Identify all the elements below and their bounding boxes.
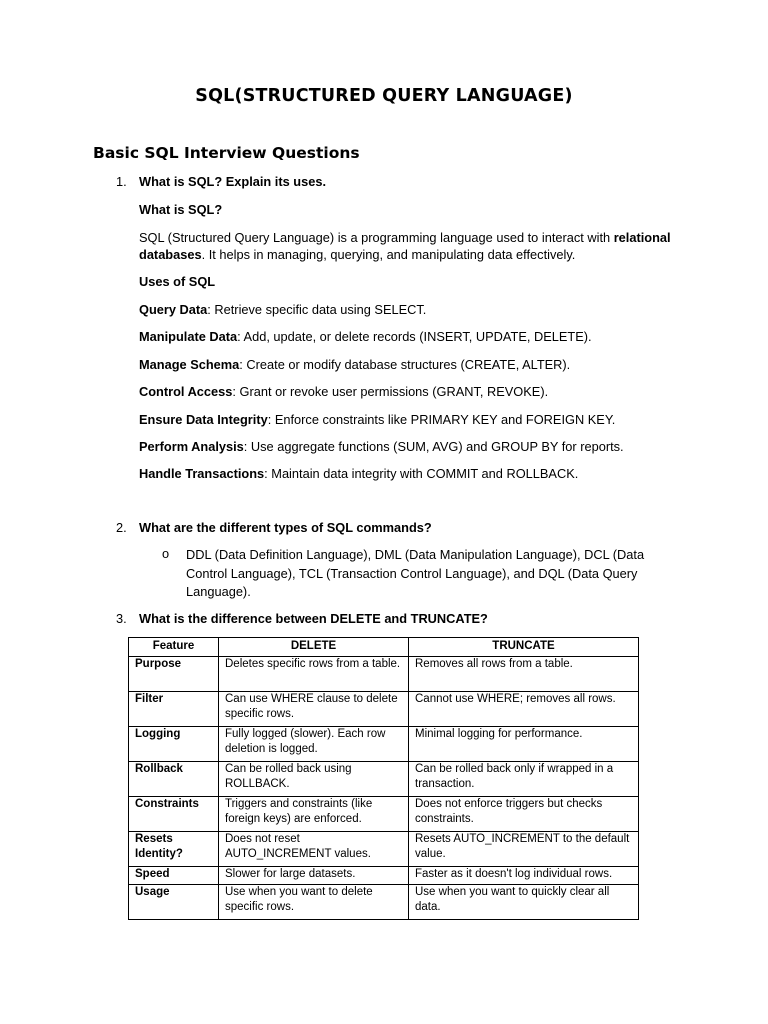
feature-cell: Rollback xyxy=(129,762,219,797)
document-title: SQL(STRUCTURED QUERY LANGUAGE) xyxy=(195,86,573,106)
delete-cell: Use when you want to delete specific rows. xyxy=(219,885,409,920)
table-row xyxy=(129,657,639,692)
use-label: Perform Analysis xyxy=(139,439,244,454)
delete-cell: Does not reset AUTO_INCREMENT values. xyxy=(219,832,409,867)
table-row xyxy=(129,885,639,920)
truncate-cell: Resets AUTO_INCREMENT to the default value. xyxy=(409,832,639,867)
use-label: Handle Transactions xyxy=(139,466,265,481)
use-label: Control Access xyxy=(139,384,233,399)
use-item xyxy=(139,411,679,428)
use-text: : Maintain data integrity with COMMIT and ROLLBACK. xyxy=(264,466,579,481)
question-1-text: What is SQL? Explain its uses. xyxy=(139,174,327,189)
feature-cell: Speed xyxy=(129,867,219,885)
use-label: Ensure Data Integrity xyxy=(139,412,268,427)
truncate-cell: Cannot use WHERE; removes all rows. xyxy=(409,692,639,727)
table-row xyxy=(129,692,639,727)
use-item xyxy=(139,465,679,482)
delete-cell: Deletes specific rows from a table. xyxy=(219,657,409,692)
delete-cell: Slower for large datasets. xyxy=(219,867,409,885)
command-types-text: DDL (Data Definition Language), DML (Data Manipulation Language), DCL (Data Control Language), TCL (Transaction Control Language), and DQL (Data Query Language). xyxy=(186,547,645,599)
use-label: Manage Schema xyxy=(139,357,240,372)
question-3-number: 3. xyxy=(116,611,127,626)
use-item xyxy=(139,301,679,318)
feature-cell: Logging xyxy=(129,727,219,762)
use-item xyxy=(139,438,679,455)
truncate-cell: Does not enforce triggers but checks constraints. xyxy=(409,797,639,832)
definition-start: SQL (Structured Query Language) is a programming language used to interact with xyxy=(139,230,614,245)
use-text: : Create or modify database structures (CREATE, ALTER). xyxy=(239,357,571,372)
delete-cell: Can be rolled back using ROLLBACK. xyxy=(219,762,409,797)
table-row xyxy=(129,727,639,762)
bullet-marker: o xyxy=(162,546,170,561)
use-item xyxy=(139,328,679,345)
definition-bold: relational databases xyxy=(139,230,671,262)
use-item xyxy=(139,356,679,373)
question-1-number: 1. xyxy=(116,174,127,189)
use-label: Query Data xyxy=(139,302,208,317)
header-delete: DELETE xyxy=(219,638,409,657)
sql-definition xyxy=(139,229,679,263)
truncate-cell: Minimal logging for performance. xyxy=(409,727,639,762)
use-text: : Add, update, or delete records (INSERT, UPDATE, DELETE). xyxy=(237,329,592,344)
truncate-cell: Can be rolled back only if wrapped in a transaction. xyxy=(409,762,639,797)
feature-cell: Resets Identity? xyxy=(129,832,219,867)
use-text: : Retrieve specific data using SELECT. xyxy=(207,302,427,317)
feature-cell: Filter xyxy=(129,692,219,727)
what-is-sql-heading: What is SQL? xyxy=(139,202,223,217)
feature-cell: Usage xyxy=(129,885,219,920)
question-2-text: What are the different types of SQL commands? xyxy=(139,520,432,535)
use-text: : Use aggregate functions (SUM, AVG) and GROUP BY for reports. xyxy=(243,439,624,454)
truncate-cell: Faster as it doesn't log individual rows. xyxy=(409,867,639,885)
use-label: Manipulate Data xyxy=(139,329,238,344)
section-heading: Basic SQL Interview Questions xyxy=(93,144,360,162)
feature-cell: Purpose xyxy=(129,657,219,692)
question-3-text: What is the difference between DELETE and TRUNCATE? xyxy=(139,611,488,626)
question-2-number: 2. xyxy=(116,520,127,535)
header-feature: Feature xyxy=(129,638,219,657)
table-row xyxy=(129,832,639,867)
feature-cell: Constraints xyxy=(129,797,219,832)
header-truncate: TRUNCATE xyxy=(409,638,639,657)
use-item xyxy=(139,383,679,400)
table-row xyxy=(129,762,639,797)
delete-cell: Triggers and constraints (like foreign keys) are enforced. xyxy=(219,797,409,832)
use-text: : Grant or revoke user permissions (GRANT, REVOKE). xyxy=(232,384,549,399)
table-header-row xyxy=(129,638,639,657)
delete-cell: Fully logged (slower). Each row deletion is logged. xyxy=(219,727,409,762)
delete-vs-truncate-table xyxy=(128,637,639,920)
definition-end: . It helps in managing, querying, and manipulating data effectively. xyxy=(201,247,576,262)
table-row xyxy=(129,867,639,885)
use-text: : Enforce constraints like PRIMARY KEY and FOREIGN KEY. xyxy=(267,412,616,427)
truncate-cell: Use when you want to quickly clear all data. xyxy=(409,885,639,920)
truncate-cell: Removes all rows from a table. xyxy=(409,657,639,692)
uses-heading: Uses of SQL xyxy=(139,274,216,289)
delete-cell: Can use WHERE clause to delete specific rows. xyxy=(219,692,409,727)
table-row xyxy=(129,797,639,832)
